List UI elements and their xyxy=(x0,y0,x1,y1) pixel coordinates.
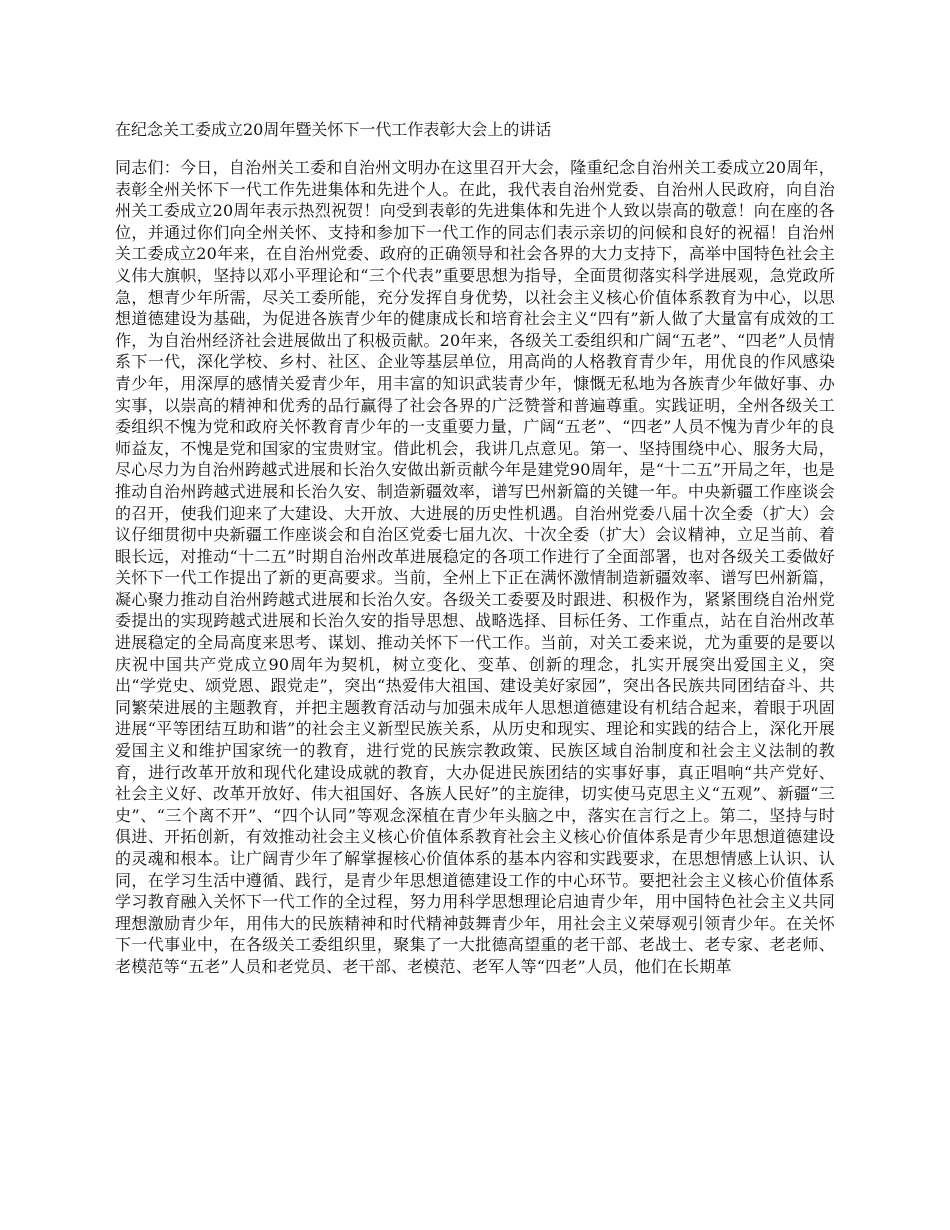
document-page xyxy=(115,118,835,978)
document-body-paragraph: 同志们：今日，自治州关工委和自治州文明办在这里召开大会，隆重纪念自治州关工委成立20周年，表彰全州关怀下一代工作先进集体和先进个人。在此，我代表自治州党委、自治州人民政府，向自治州关工委成立20周年表示热烈祝贺！向受到表彰的先进集体和先进个人致以崇高的敬意！向在座的各位，并通过你们向全州关怀、支持和参加下一代工作的同志们表示亲切的问候和良好的祝福！自治州关工委成立20年来，在自治州党委、政府的正确领导和社会各界的大力支持下，高举中国特色社会主义伟大旗帜，坚持以邓小平理论和“三个代表”重要思想为指导，全面贯彻落实科学进展观，急党政所急，想青少年所需，尽关工委所能，充分发挥自身优势，以社会主义核心价值体系教育为中心，以思想道德建设为基础，为促进各族青少年的健康成长和培育社会主义“四有”新人做了大量富有成效的工作，为自治州经济社会进展做出了积极贡献。20年来，各级关工委组织和广阔“五老”、“四老”人员情系下一代，深化学校、乡村、社区、企业等基层单位，用高尚的人格教育青少年，用优良的作风感染青少年，用深厚的感情关爱青少年，用丰富的知识武装青少年，慷慨无私地为各族青少年做好事、办实事，以崇高的精神和优秀的品行赢得了社会各界的广泛赞誉和普遍尊重。实践证明，全州各级关工委组织不愧为党和政府关怀教育青少年的一支重要力量，广阔“五老”、“四老”人员不愧为青少年的良师益友，不愧是党和国家的宝贵财宝。借此机会，我讲几点意见。第一、坚持围绕中心、服务大局，尽心尽力为自治州跨越式进展和长治久安做出新贡献今年是建党90周年，是“十二五”开局之年，也是推动自治州跨越式进展和长治久安、制造新疆效率，谱写巴州新篇的关键一年。中央新疆工作座谈会的召开，使我们迎来了大建设、大开放、大进展的历史性机遇。自治州党委八届十次全委（扩大）会议仔细贯彻中央新疆工作座谈会和自治区党委七届九次、十次全委（扩大）会议精神，立足当前、着眼长远，对推动“十二五”时期自治州改革进展稳定的各项工作进行了全面部署，也对各级关工委做好关怀下一代工作提出了新的更高要求。当前，全州上下正在满怀激情制造新疆效率、谱写巴州新篇，凝心聚力推动自治州跨越式进展和长治久安。各级关工委要及时跟进、积极作为，紧紧围绕自治州党委提出的实现跨越式进展和长治久安的指导思想、战略选择、目标任务、工作重点，站在自治州改革进展稳定的全局高度来思考、谋划、推动关怀下一代工作。当前，对关工委来说，尤为重要的是要以庆祝中国共产党成立90周年为契机，树立变化、变革、创新的理念，扎实开展突出爱国主义，突出“学党史、颂党恩、跟党走”，突出“热爱伟大祖国、建设美好家园”，突出各民族共同团结奋斗、共同繁荣进展的主题教育，并把主题教育活动与加强未成年人思想道德建设有机结合起来，着眼于巩固进展“平等团结互助和谐”的社会主义新型民族关系，从历史和现实、理论和实践的结合上，深化开展爱国主义和维护国家统一的教育，进行党的民族宗教政策、民族区域自治制度和社会主义法制的教育，进行改革开放和现代化建设成就的教育，大办促进民族团结的实事好事，真正唱响“共产党好、社会主义好、改革开放好、伟大祖国好、各族人民好”的主旋律，切实使马克思主义“五观”、新疆“三史”、“三个离不开”、“四个认同”等观念深植在青少年头脑之中，落实在言行之上。第二，坚持与时俱进、开拓创新，有效推动社会主义核心价值体系教育社会主义核心价值体系是青少年思想道德建设的灵魂和根本。让广阔青少年了解掌握核心价值体系的基本内容和实践要求，在思想情感上认识、认同，在学习生活中遵循、践行，是青少年思想道德建设工作的中心环节。要把社会主义核心价值体系学习教育融入关怀下一代工作的全过程，努力用科学思想理论启迪青少年，用中国特色社会主义共同理想激励青少年，用伟大的民族精神和时代精神鼓舞青少年，用社会主义荣辱观引领青少年。在关怀下一代事业中，在各级关工委组织里，聚集了一大批德高望重的老干部、老战士、老专家、老老师、老模范等“五老”人员和老党员、老干部、老模范、老军人等“四老”人员，他们在长期革 xyxy=(115,158,835,976)
document-title: 在纪念关工委成立20周年暨关怀下一代工作表彰大会上的讲话 xyxy=(115,120,552,139)
